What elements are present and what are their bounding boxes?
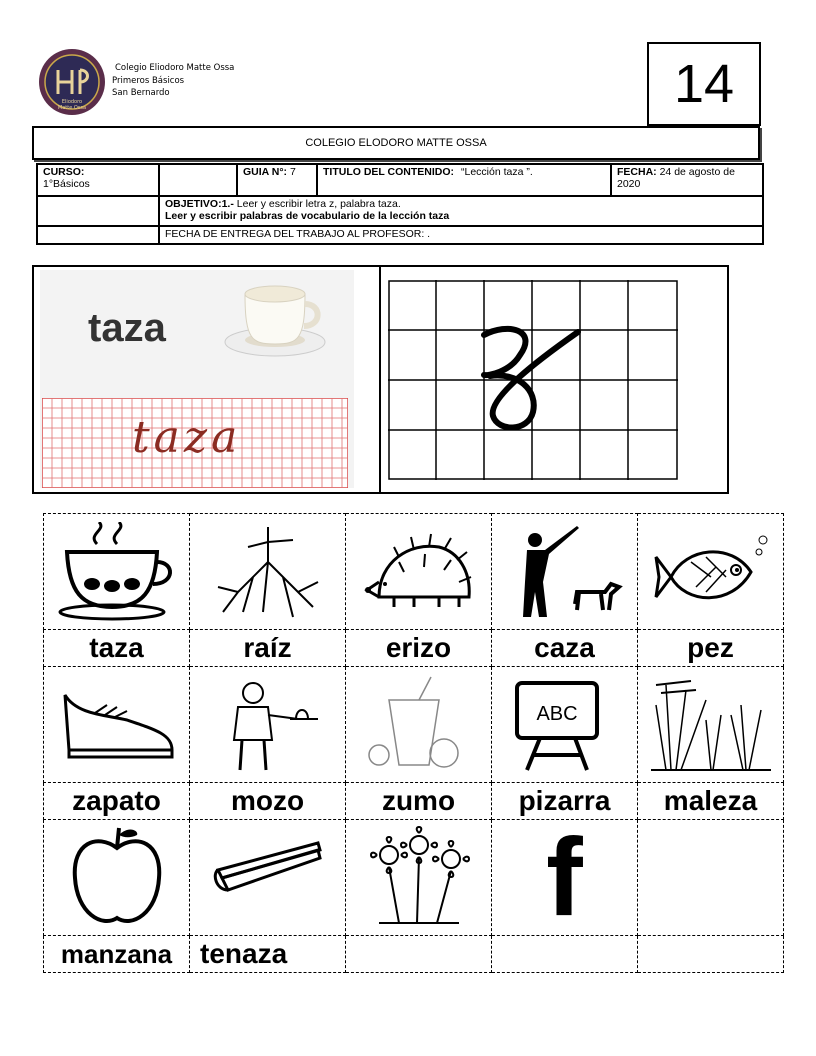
word-erizo: erizo bbox=[346, 630, 492, 667]
cup-image bbox=[222, 280, 328, 364]
waiter-icon bbox=[208, 675, 328, 775]
page-number: 14 bbox=[647, 42, 761, 126]
letter-z-grid bbox=[388, 280, 678, 480]
vocab-table bbox=[43, 513, 784, 973]
empty-cell bbox=[159, 164, 237, 196]
word-raiz: raíz bbox=[190, 630, 346, 667]
image-mozo bbox=[190, 667, 346, 783]
hunter-icon bbox=[505, 522, 625, 622]
word-maleza: maleza bbox=[638, 783, 784, 820]
board-text: ABC bbox=[535, 702, 578, 725]
image-tenaza bbox=[190, 820, 346, 936]
word-mozo: mozo bbox=[190, 783, 346, 820]
curso-cell: CURSO: 1°Básicos bbox=[37, 164, 159, 196]
image-flores bbox=[346, 820, 492, 936]
school-name: Colegio Eliodoro Matte Ossa bbox=[115, 63, 235, 73]
apple-icon bbox=[57, 823, 177, 933]
cursive-word: taza bbox=[132, 412, 242, 463]
objetivo-blank bbox=[37, 196, 159, 226]
word-caza: caza bbox=[492, 630, 638, 667]
word-pizarra: pizarra bbox=[492, 783, 638, 820]
letter-f-cell bbox=[492, 815, 638, 939]
page-title: COLEGIO ELODORO MATTE OSSA bbox=[32, 126, 760, 160]
image-zapato bbox=[44, 667, 190, 783]
word-empty-1 bbox=[346, 936, 492, 973]
school-level: Primeros Básicos bbox=[112, 75, 185, 86]
empty-image-cell bbox=[638, 820, 784, 936]
word-empty-2 bbox=[492, 936, 638, 973]
chalkboard-icon bbox=[505, 675, 625, 775]
lesson-divider bbox=[379, 265, 381, 494]
fish-icon bbox=[651, 522, 771, 622]
fecha-cell: FECHA: 24 de agosto de 2020 bbox=[611, 164, 763, 196]
word-tenaza: tenaza bbox=[190, 936, 346, 973]
word-taza: taza bbox=[44, 630, 190, 667]
image-manzana bbox=[44, 820, 190, 936]
flowers-icon bbox=[359, 823, 479, 933]
hedgehog-icon bbox=[359, 522, 479, 622]
school-city: San Bernardo bbox=[112, 88, 170, 98]
word-manzana: manzana bbox=[44, 936, 190, 973]
titulo-cell: TITULO DEL CONTENIDO: “Lección taza ”. bbox=[317, 164, 611, 196]
image-zumo bbox=[346, 667, 492, 783]
word-zapato: zapato bbox=[44, 783, 190, 820]
word-zumo: zumo bbox=[346, 783, 492, 820]
image-pez bbox=[638, 514, 784, 630]
word-empty-3 bbox=[638, 936, 784, 973]
image-pizarra bbox=[492, 667, 638, 783]
word-pez: pez bbox=[638, 630, 784, 667]
image-maleza bbox=[638, 667, 784, 783]
objetivo-cell: OBJETIVO:1.- Leer y escribir letra z, palabra taza. Leer y escribir palabras de vocabulario de la lección taza bbox=[159, 196, 763, 226]
shoe-icon bbox=[57, 675, 177, 775]
image-erizo bbox=[346, 514, 492, 630]
logo-text-2: Matte Ossa bbox=[57, 105, 87, 111]
image-raiz bbox=[190, 514, 346, 630]
image-taza bbox=[44, 514, 190, 630]
tongs-icon bbox=[208, 828, 328, 928]
school-logo bbox=[38, 48, 106, 116]
juice-icon bbox=[359, 675, 479, 775]
image-caza bbox=[492, 514, 638, 630]
weeds-icon bbox=[651, 675, 771, 775]
printed-word: taza bbox=[88, 306, 166, 350]
cup-icon bbox=[57, 522, 177, 622]
logo-text-1: Eliodoro bbox=[61, 99, 83, 105]
root-icon bbox=[208, 522, 328, 622]
entrega-cell: FECHA DE ENTREGA DEL TRABAJO AL PROFESOR: . bbox=[159, 226, 763, 244]
letter-f: f bbox=[546, 815, 583, 939]
entrega-blank bbox=[37, 226, 159, 244]
guia-cell: GUIA N°: 7 bbox=[237, 164, 317, 196]
school-info bbox=[112, 62, 234, 100]
info-table bbox=[36, 163, 764, 245]
